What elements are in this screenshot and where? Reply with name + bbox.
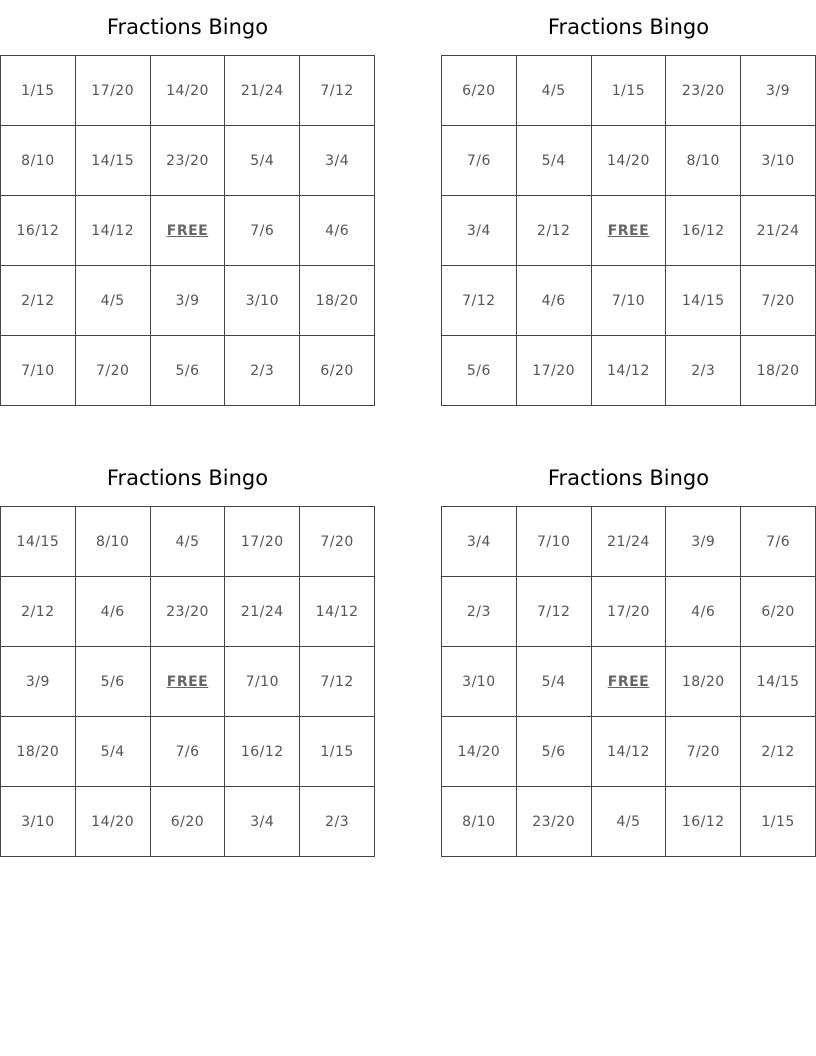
card-title: Fractions Bingo bbox=[547, 15, 710, 39]
bingo-cell: 7/12 bbox=[300, 647, 375, 717]
bingo-cell: 5/6 bbox=[75, 647, 150, 717]
free-space-cell: FREE bbox=[591, 196, 666, 266]
bingo-cell: 2/3 bbox=[666, 336, 741, 406]
bingo-cell: 23/20 bbox=[516, 787, 591, 857]
bingo-cell: 16/12 bbox=[1, 196, 76, 266]
bingo-cell: 2/12 bbox=[741, 717, 816, 787]
bingo-cell: 23/20 bbox=[666, 56, 741, 126]
bingo-cell: 4/6 bbox=[666, 577, 741, 647]
bingo-cell: 14/12 bbox=[75, 196, 150, 266]
bingo-cell: 3/9 bbox=[1, 647, 76, 717]
bingo-cell: 5/6 bbox=[516, 717, 591, 787]
bingo-cell: 14/20 bbox=[150, 56, 225, 126]
bingo-cell: 5/4 bbox=[516, 126, 591, 196]
bingo-row bbox=[442, 266, 816, 336]
bingo-cell: 23/20 bbox=[150, 577, 225, 647]
bingo-cell: 21/24 bbox=[225, 577, 300, 647]
bingo-cell: 14/20 bbox=[75, 787, 150, 857]
bingo-cell: 16/12 bbox=[225, 717, 300, 787]
bingo-row bbox=[442, 577, 816, 647]
bingo-cell: 2/3 bbox=[225, 336, 300, 406]
bingo-cell: 14/15 bbox=[75, 126, 150, 196]
bingo-cell: 14/15 bbox=[1, 507, 76, 577]
bingo-cell: 6/20 bbox=[442, 56, 517, 126]
bingo-cell: 3/10 bbox=[741, 126, 816, 196]
bingo-cell: 3/4 bbox=[442, 507, 517, 577]
bingo-cell: 2/12 bbox=[1, 577, 76, 647]
bingo-cell: 4/5 bbox=[75, 266, 150, 336]
bingo-cell: 18/20 bbox=[1, 717, 76, 787]
bingo-row bbox=[1, 266, 375, 336]
bingo-cell: 7/10 bbox=[591, 266, 666, 336]
bingo-cell: 14/15 bbox=[666, 266, 741, 336]
bingo-cell: 3/10 bbox=[225, 266, 300, 336]
bingo-cell: 7/20 bbox=[300, 507, 375, 577]
bingo-cell: 5/4 bbox=[75, 717, 150, 787]
card-title: Fractions Bingo bbox=[106, 466, 269, 490]
bingo-row bbox=[1, 126, 375, 196]
bingo-row bbox=[1, 787, 375, 857]
bingo-cell: 18/20 bbox=[741, 336, 816, 406]
bingo-cell: 14/12 bbox=[591, 717, 666, 787]
bingo-cell: 23/20 bbox=[150, 126, 225, 196]
bingo-cell: 8/10 bbox=[1, 126, 76, 196]
bingo-row bbox=[1, 56, 375, 126]
bingo-row bbox=[442, 126, 816, 196]
bingo-cell: 7/20 bbox=[741, 266, 816, 336]
bingo-cell: 5/4 bbox=[225, 126, 300, 196]
bingo-cell: 2/12 bbox=[516, 196, 591, 266]
bingo-row bbox=[1, 647, 375, 717]
bingo-cell: 7/12 bbox=[516, 577, 591, 647]
bingo-cell: 1/15 bbox=[741, 787, 816, 857]
bingo-cell: 7/6 bbox=[150, 717, 225, 787]
bingo-cell: 14/20 bbox=[442, 717, 517, 787]
bingo-row bbox=[1, 507, 375, 577]
bingo-cell: 7/20 bbox=[666, 717, 741, 787]
bingo-cell: 4/6 bbox=[516, 266, 591, 336]
bingo-cell: 7/10 bbox=[225, 647, 300, 717]
bingo-cell: 4/6 bbox=[75, 577, 150, 647]
bingo-cell: 3/4 bbox=[442, 196, 517, 266]
bingo-row bbox=[1, 577, 375, 647]
bingo-cell: 1/15 bbox=[1, 56, 76, 126]
bingo-cell: 17/20 bbox=[225, 507, 300, 577]
bingo-cell: 5/6 bbox=[442, 336, 517, 406]
bingo-cell: 7/12 bbox=[300, 56, 375, 126]
bingo-cell: 7/10 bbox=[516, 507, 591, 577]
bingo-cell: 2/12 bbox=[1, 266, 76, 336]
bingo-cell: 6/20 bbox=[300, 336, 375, 406]
bingo-cell: 4/5 bbox=[150, 507, 225, 577]
bingo-cell: 17/20 bbox=[75, 56, 150, 126]
bingo-cell: 8/10 bbox=[75, 507, 150, 577]
bingo-cell: 14/20 bbox=[591, 126, 666, 196]
bingo-cell: 14/12 bbox=[300, 577, 375, 647]
bingo-row bbox=[442, 56, 816, 126]
bingo-row bbox=[1, 196, 375, 266]
bingo-row bbox=[442, 647, 816, 717]
bingo-cell: 7/20 bbox=[75, 336, 150, 406]
bingo-cell: 4/5 bbox=[591, 787, 666, 857]
bingo-cell: 16/12 bbox=[666, 787, 741, 857]
bingo-grid bbox=[0, 506, 375, 857]
bingo-cell: 21/24 bbox=[741, 196, 816, 266]
bingo-row bbox=[442, 336, 816, 406]
bingo-cell: 3/10 bbox=[1, 787, 76, 857]
bingo-cell: 3/9 bbox=[741, 56, 816, 126]
bingo-cell: 14/15 bbox=[741, 647, 816, 717]
bingo-grid bbox=[441, 55, 816, 406]
bingo-cell: 2/3 bbox=[300, 787, 375, 857]
free-space-cell: FREE bbox=[591, 647, 666, 717]
bingo-row bbox=[442, 507, 816, 577]
bingo-cell: 3/9 bbox=[150, 266, 225, 336]
bingo-cell: 6/20 bbox=[150, 787, 225, 857]
bingo-cell: 1/15 bbox=[300, 717, 375, 787]
bingo-cell: 5/6 bbox=[150, 336, 225, 406]
bingo-cell: 7/10 bbox=[1, 336, 76, 406]
bingo-row bbox=[1, 336, 375, 406]
bingo-cell: 3/4 bbox=[300, 126, 375, 196]
card-title: Fractions Bingo bbox=[547, 466, 710, 490]
bingo-row bbox=[1, 717, 375, 787]
bingo-cell: 8/10 bbox=[442, 787, 517, 857]
bingo-cell: 2/3 bbox=[442, 577, 517, 647]
bingo-cell: 5/4 bbox=[516, 647, 591, 717]
bingo-row bbox=[442, 196, 816, 266]
bingo-cell: 7/12 bbox=[442, 266, 517, 336]
bingo-cell: 17/20 bbox=[516, 336, 591, 406]
bingo-grid bbox=[0, 55, 375, 406]
bingo-cell: 1/15 bbox=[591, 56, 666, 126]
bingo-row bbox=[442, 717, 816, 787]
bingo-cell: 6/20 bbox=[741, 577, 816, 647]
bingo-row bbox=[442, 787, 816, 857]
free-space-cell: FREE bbox=[150, 647, 225, 717]
bingo-cell: 21/24 bbox=[591, 507, 666, 577]
bingo-cell: 3/9 bbox=[666, 507, 741, 577]
bingo-cell: 4/6 bbox=[300, 196, 375, 266]
bingo-cell: 3/4 bbox=[225, 787, 300, 857]
bingo-cell: 18/20 bbox=[300, 266, 375, 336]
card-title: Fractions Bingo bbox=[106, 15, 269, 39]
bingo-cell: 21/24 bbox=[225, 56, 300, 126]
bingo-cell: 4/5 bbox=[516, 56, 591, 126]
bingo-cell: 17/20 bbox=[591, 577, 666, 647]
bingo-grid bbox=[441, 506, 816, 857]
bingo-cell: 8/10 bbox=[666, 126, 741, 196]
bingo-cell: 3/10 bbox=[442, 647, 517, 717]
bingo-cell: 14/12 bbox=[591, 336, 666, 406]
bingo-cell: 7/6 bbox=[225, 196, 300, 266]
bingo-cell: 18/20 bbox=[666, 647, 741, 717]
bingo-cell: 7/6 bbox=[741, 507, 816, 577]
free-space-cell: FREE bbox=[150, 196, 225, 266]
bingo-cell: 16/12 bbox=[666, 196, 741, 266]
bingo-cell: 7/6 bbox=[442, 126, 517, 196]
